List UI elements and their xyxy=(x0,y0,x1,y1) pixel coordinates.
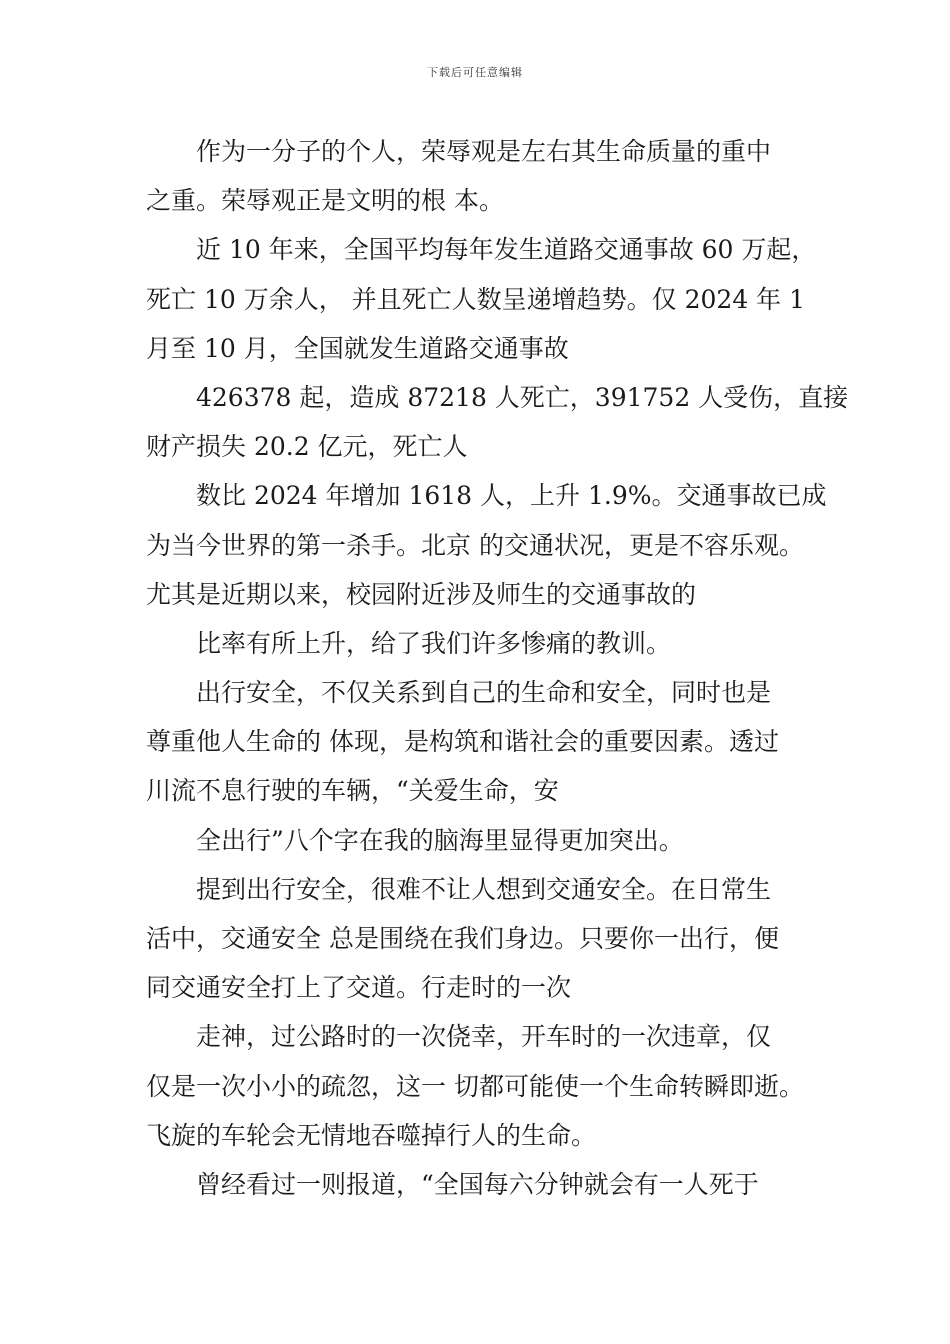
text-line: 川流不息行驶的车辆，“关爱生命，安 xyxy=(146,776,559,806)
text-line: 作为一分子的个人，荣辱观是左右其生命质量的重中 xyxy=(196,137,772,166)
paragraph xyxy=(146,471,826,619)
text-line: 尤其是近期以来，校园附近涉及师生的交通事故的 xyxy=(146,579,697,609)
text-line: 同交通安全打上了交道。行走时的一次 xyxy=(146,973,572,1003)
text-line: 飞旋的车轮会无情地吞噬掉行人的生命。 xyxy=(146,1120,597,1150)
text-line: 数比 2024 年增加 1618 人，上升 1.9%。交通事故已成 xyxy=(196,481,827,511)
paragraph xyxy=(146,1012,826,1160)
text-line: 之重。荣辱观正是文明的根 本。 xyxy=(146,186,504,216)
text-line: 走神，过公路时的一次侥幸，开车时的一次违章，仅 xyxy=(196,1022,772,1052)
text-line: 近 10 年来，全国平均每年发生道路交通事故 60 万起， xyxy=(196,235,817,265)
text-line: 为当今世界的第一杀手。北京 的交通状况，更是不容乐观。 xyxy=(146,530,804,560)
paragraph xyxy=(146,865,826,1013)
text-line: 426378 起，造成 87218 人死亡，391752 人受伤，直接 xyxy=(196,382,849,412)
paragraph xyxy=(146,619,826,668)
text-line: 曾经看过一则报道，“全国每六分钟就会有一人死于 xyxy=(196,1169,759,1199)
document-body xyxy=(146,127,849,1209)
page-header: 下载后可任意编辑 xyxy=(427,66,523,79)
paragraph xyxy=(146,373,849,471)
paragraph xyxy=(146,225,826,373)
text-line: 比率有所上升，给了我们许多惨痛的教训。 xyxy=(196,628,672,658)
text-line: 出行安全，不仅关系到自己的生命和安全，同时也是 xyxy=(196,678,772,708)
text-line: 死亡 10 万余人， 并且死亡人数呈递增趋势。仅 2024 年 1 xyxy=(146,284,806,314)
paragraph xyxy=(146,1160,826,1209)
text-line: 活中，交通安全 总是围绕在我们身边。只要你一出行，便 xyxy=(146,924,779,953)
text-line: 全出行”八个字在我的脑海里显得更加突出。 xyxy=(196,825,684,855)
paragraph xyxy=(146,668,826,816)
paragraph xyxy=(146,127,826,225)
paragraph xyxy=(146,816,826,865)
text-line: 财产损失 20.2 亿元，死亡人 xyxy=(146,432,468,462)
text-line: 提到出行安全，很难不让人想到交通安全。在日常生 xyxy=(196,874,772,904)
text-line: 月至 10 月，全国就发生道路交通事故 xyxy=(146,333,569,363)
text-line: 仅是一次小小的疏忽，这一 切都可能使一个生命转瞬即逝。 xyxy=(146,1071,804,1101)
text-line: 尊重他人生命的 体现，是构筑和谐社会的重要因素。透过 xyxy=(146,727,779,757)
